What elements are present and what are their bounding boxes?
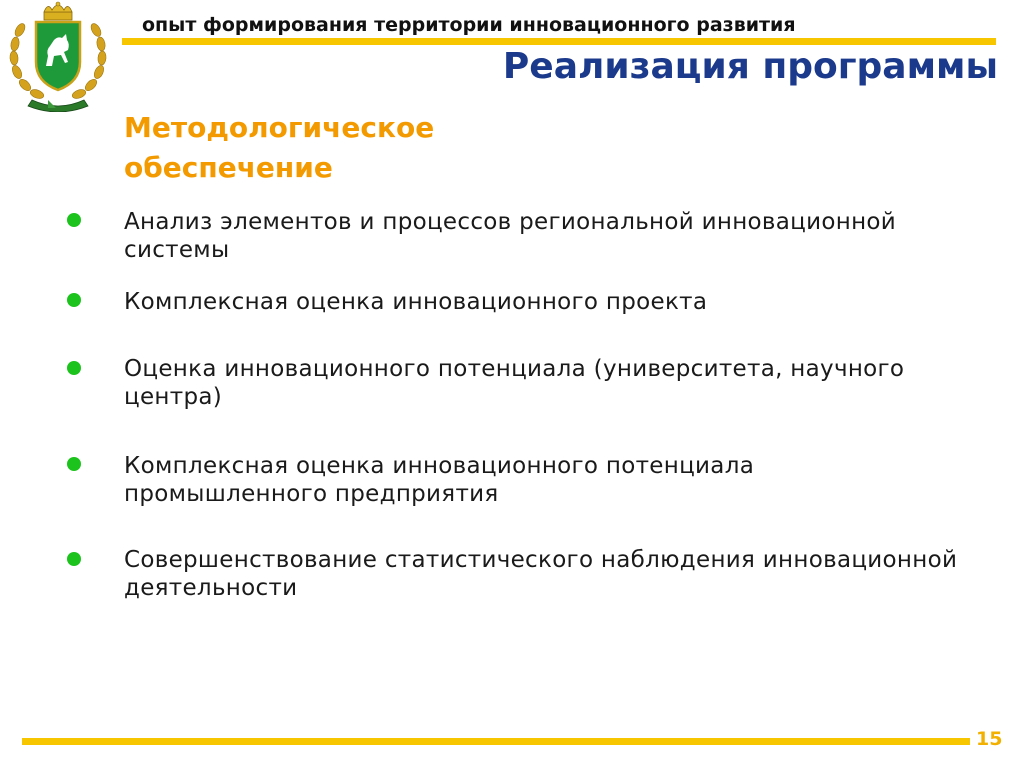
presentation-context-line: опыт формирования территории инновационного развития — [142, 14, 796, 36]
bullet-dot-icon — [67, 457, 81, 471]
page-number: 15 — [976, 728, 1003, 750]
bullet-dot-icon — [67, 213, 81, 227]
slide-title: Реализация программы — [502, 46, 998, 87]
list-item-text: Анализ элементов и процессов региональной инновационной системы — [124, 209, 897, 263]
list-item-text: Комплексная оценка инновационного потенциала промышленного предприятия — [124, 453, 755, 507]
coat-of-arms-icon — [2, 0, 114, 112]
list-item-text: Совершенствование статистического наблюдения инновационной деятельности — [124, 547, 958, 601]
list-item-text: Комплексная оценка инновационного проекта — [124, 289, 708, 315]
footer-accent-bar — [22, 738, 970, 745]
section-heading: Методологическое обеспечение — [124, 111, 435, 184]
list-item-text: Оценка инновационного потенциала (университета, научного центра) — [124, 356, 905, 410]
bullet-dot-icon — [67, 361, 81, 375]
bullet-dot-icon — [67, 293, 81, 307]
bullet-dot-icon — [67, 552, 81, 566]
header-accent-bar — [122, 38, 996, 45]
